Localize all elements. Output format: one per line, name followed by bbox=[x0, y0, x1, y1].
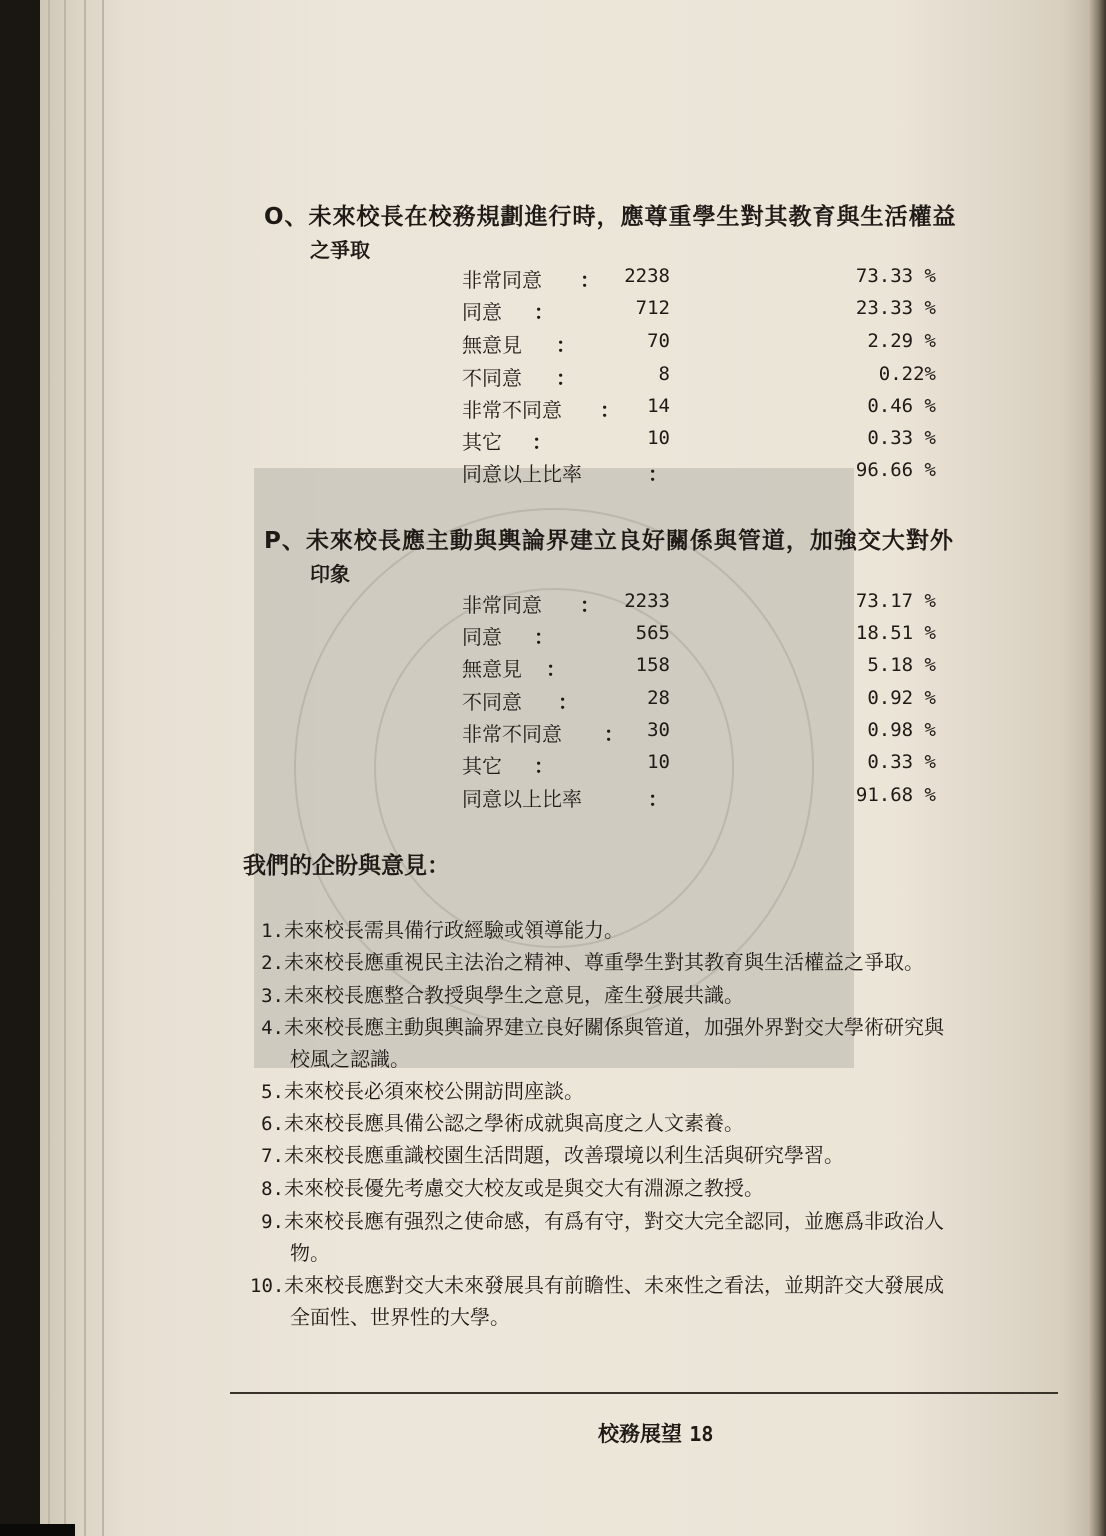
result-percent: 0.46 % bbox=[867, 395, 936, 417]
scan-shadow bbox=[0, 1524, 75, 1536]
result-colon: ： bbox=[580, 593, 600, 617]
result-count: 14 bbox=[647, 395, 670, 417]
result-colon: ： bbox=[556, 333, 576, 357]
item-text: 未來校長應重識校園生活問題，改善環境以利生活與研究學習。 bbox=[284, 1143, 844, 1167]
result-percent: 0.92 % bbox=[867, 687, 936, 709]
result-count: 2233 bbox=[624, 590, 670, 612]
item-number: 7. bbox=[261, 1145, 284, 1167]
item-number: 6. bbox=[261, 1113, 284, 1135]
result-colon: ： bbox=[600, 398, 620, 422]
result-colon: ： bbox=[534, 625, 554, 649]
question-p-title: P、未來校長應主動與輿論界建立良好關係與管道，加強交大對外 bbox=[264, 528, 954, 554]
page-edge bbox=[102, 0, 104, 1536]
result-colon: ： bbox=[546, 657, 566, 681]
question-o-title-cont: 之爭取 bbox=[310, 238, 370, 262]
result-percent: 0.33 % bbox=[867, 751, 936, 773]
result-colon: ： bbox=[648, 787, 668, 811]
item-number: 1. bbox=[261, 920, 284, 942]
item-number: 5. bbox=[261, 1081, 284, 1103]
result-label: 非常不同意 bbox=[462, 398, 562, 422]
list-item bbox=[250, 1107, 744, 1136]
list-item bbox=[250, 946, 924, 975]
result-percent: 73.17 % bbox=[855, 590, 936, 612]
item-text: 未來校長需具備行政經驗或領導能力。 bbox=[284, 918, 624, 942]
item-text: 未來校長應有强烈之使命感，有爲有守，對交大完全認同，並應爲非政治人 bbox=[284, 1209, 944, 1233]
result-percent: 91.68 % bbox=[855, 784, 936, 806]
result-count: 28 bbox=[647, 687, 670, 709]
result-count: 10 bbox=[647, 751, 670, 773]
list-item bbox=[250, 979, 744, 1008]
list-item bbox=[250, 1139, 844, 1168]
item-text: 未來校長應對交大未來發展具有前瞻性、未來性之看法，並期許交大發展成 bbox=[284, 1273, 944, 1297]
result-count: 712 bbox=[635, 297, 670, 319]
book-spine bbox=[1088, 0, 1106, 1536]
page-number: 18 bbox=[689, 1422, 714, 1446]
page-edge bbox=[48, 0, 50, 1536]
result-colon: ： bbox=[604, 722, 624, 746]
result-count: 30 bbox=[647, 719, 670, 741]
result-count: 70 bbox=[647, 330, 670, 352]
result-percent: 96.66 % bbox=[855, 459, 936, 481]
item-number: 9. bbox=[261, 1211, 284, 1233]
list-item bbox=[250, 1205, 944, 1234]
page-edge bbox=[84, 0, 86, 1536]
result-colon: ： bbox=[558, 690, 578, 714]
page-footer bbox=[598, 1418, 713, 1448]
result-colon: ： bbox=[580, 268, 600, 292]
result-label: 其它 bbox=[462, 754, 502, 778]
list-item bbox=[250, 1172, 764, 1201]
result-label: 非常同意 bbox=[462, 593, 542, 617]
result-percent: 18.51 % bbox=[855, 622, 936, 644]
item-text: 未來校長優先考慮交大校友或是與交大有淵源之教授。 bbox=[284, 1176, 764, 1200]
question-p-title-cont: 印象 bbox=[310, 562, 350, 586]
result-count: 2238 bbox=[624, 265, 670, 287]
result-colon: ： bbox=[534, 300, 554, 324]
list-item bbox=[250, 914, 624, 943]
result-percent: 0.33 % bbox=[867, 427, 936, 449]
result-label: 非常同意 bbox=[462, 268, 542, 292]
page-edge bbox=[64, 0, 66, 1536]
result-label: 不同意 bbox=[462, 690, 522, 714]
footer-rule bbox=[230, 1392, 1058, 1394]
result-percent: 23.33 % bbox=[855, 297, 936, 319]
result-colon: ： bbox=[648, 462, 668, 486]
list-item bbox=[250, 1269, 944, 1298]
result-colon: ： bbox=[556, 366, 576, 390]
item-number: 4. bbox=[261, 1017, 284, 1039]
result-label: 其它 bbox=[462, 430, 502, 454]
result-percent: 0.98 % bbox=[867, 719, 936, 741]
result-label: 同意 bbox=[462, 625, 502, 649]
item-number: 3. bbox=[261, 985, 284, 1007]
result-label: 無意見 bbox=[462, 333, 522, 357]
item-number: 2. bbox=[261, 952, 284, 974]
item-text: 未來校長必須來校公開訪問座談。 bbox=[284, 1079, 584, 1103]
item-text: 未來校長應具備公認之學術成就與高度之人文素養。 bbox=[284, 1111, 744, 1135]
result-percent: 73.33 % bbox=[855, 265, 936, 287]
item-number: 10. bbox=[250, 1275, 285, 1297]
result-colon: ： bbox=[534, 754, 554, 778]
list-item bbox=[250, 1075, 584, 1104]
list-item-continuation: 全面性、世界性的大學。 bbox=[290, 1305, 510, 1329]
item-number: 8. bbox=[261, 1178, 284, 1200]
result-label: 非常不同意 bbox=[462, 722, 562, 746]
result-label: 同意 bbox=[462, 300, 502, 324]
result-percent: 2.29 % bbox=[867, 330, 936, 352]
result-percent: 0.22% bbox=[878, 363, 936, 385]
question-o-title: O、未來校長在校務規劃進行時，應尊重學生對其教育與生活權益 bbox=[264, 204, 957, 230]
item-text: 未來校長應主動與輿論界建立良好關係與管道，加强外界對交大學術研究與 bbox=[284, 1015, 944, 1039]
result-colon: ： bbox=[532, 430, 552, 454]
result-count: 10 bbox=[647, 427, 670, 449]
result-count: 158 bbox=[635, 654, 670, 676]
opinions-heading: 我們的企盼與意見： bbox=[243, 853, 450, 879]
footer-label: 校務展望 bbox=[598, 1422, 682, 1446]
list-item-continuation: 物。 bbox=[290, 1241, 330, 1265]
item-text: 未來校長應重視民主法治之精神、尊重學生對其教育與生活權益之爭取。 bbox=[284, 950, 924, 974]
result-label: 同意以上比率 bbox=[462, 787, 582, 811]
item-text: 未來校長應整合教授與學生之意見，產生發展共識。 bbox=[284, 983, 744, 1007]
watermark-seal-ring-inner bbox=[374, 588, 734, 948]
result-percent: 5.18 % bbox=[867, 654, 936, 676]
list-item-continuation: 校風之認識。 bbox=[290, 1047, 410, 1071]
result-label: 不同意 bbox=[462, 366, 522, 390]
result-count: 565 bbox=[635, 622, 670, 644]
result-label: 同意以上比率 bbox=[462, 462, 582, 486]
list-item bbox=[250, 1011, 944, 1040]
result-label: 無意見 bbox=[462, 657, 522, 681]
result-count: 8 bbox=[658, 363, 670, 385]
